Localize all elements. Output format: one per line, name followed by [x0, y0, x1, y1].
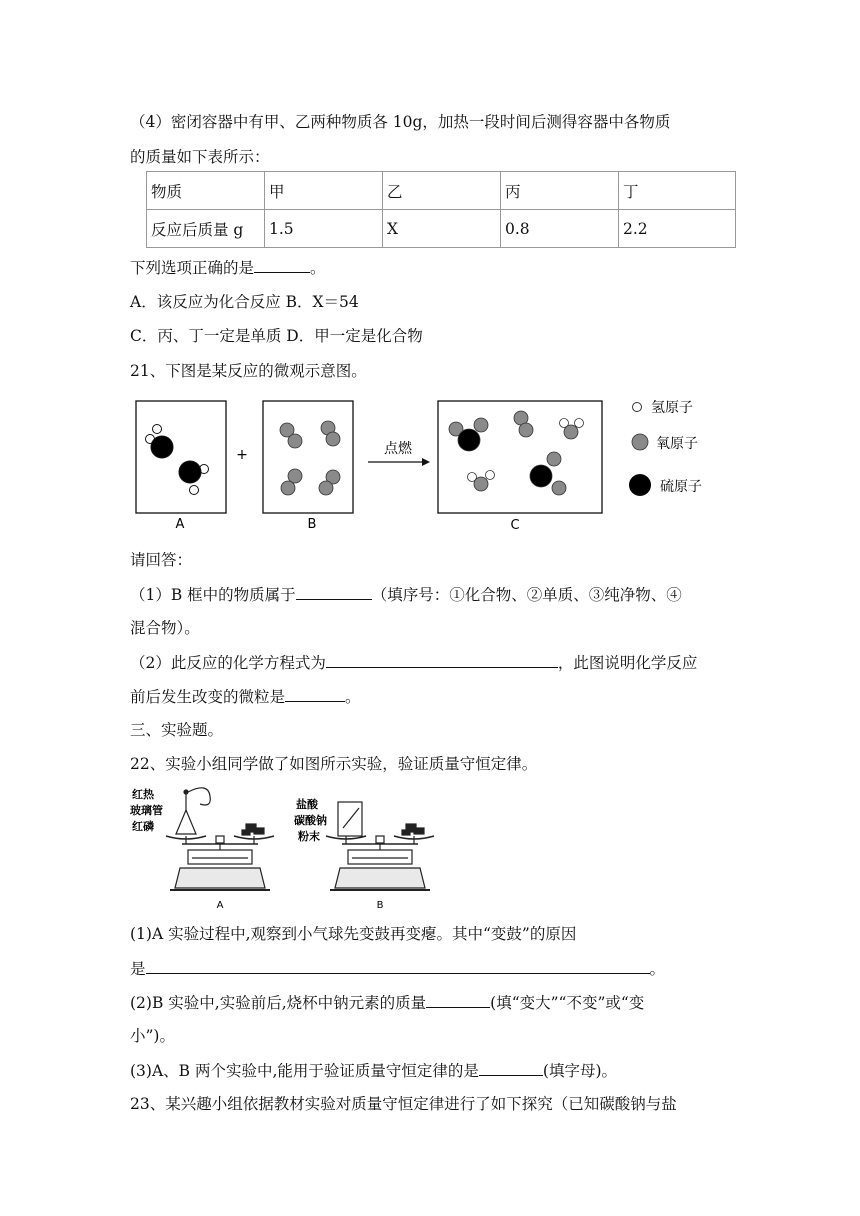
answer-blank[interactable]	[254, 256, 310, 273]
answer-blank[interactable]	[426, 991, 490, 1008]
legend-sulfur: 硫原子	[660, 479, 702, 495]
q22-p2-text: (2)B 实验中,实验前后,烧杯中钠元素的质量	[130, 994, 427, 1012]
table-cell: 物质	[147, 172, 265, 210]
label-b-powder: 粉末	[298, 830, 320, 843]
table-cell: 1.5	[265, 210, 383, 248]
box-a-label: A	[175, 517, 185, 532]
oxygen-atom-icon	[632, 434, 648, 450]
legend-hydrogen: 氢原子	[651, 400, 693, 416]
table-cell: 乙	[383, 172, 501, 210]
table-cell: 2.2	[619, 210, 736, 248]
label-b-acid: 盐酸	[296, 798, 318, 811]
balance-b	[326, 802, 434, 890]
section-heading: 三、实验题。	[130, 721, 224, 739]
q22-p2-hint: (填“变大”“不变”或“变	[490, 994, 645, 1012]
q20-line1: （4）密闭容器中有甲、乙两种物质各 10g，加热一段时间后测得容器中各物质	[130, 113, 671, 131]
q21-part2-line1	[130, 651, 697, 674]
q21-p2-text2: 前后发生改变的微粒是	[130, 688, 286, 706]
q22-part2-line2: 小”)。	[130, 1027, 175, 1045]
box-b-label: B	[307, 517, 317, 532]
table-row	[147, 210, 736, 248]
caption-a: A	[216, 900, 224, 911]
table-cell: 甲	[265, 172, 383, 210]
q22-p1-text: 是	[130, 960, 146, 978]
balance-experiments	[130, 784, 460, 912]
q20-prompt	[130, 256, 326, 279]
answer-blank[interactable]	[146, 957, 650, 974]
arrow-head-icon	[422, 458, 430, 466]
label-a-glass-tube: 玻璃管	[130, 804, 163, 817]
q21-p2-tail: ，此图说明化学反应	[557, 654, 698, 672]
q22-part1-line1: (1)A 实验过程中,观察到小气球先变鼓再变瘪。其中“变鼓”的原因	[130, 925, 577, 943]
plus-sign: +	[236, 447, 248, 463]
box-b	[263, 401, 353, 513]
q21-p1-text: （1）B 框中的物质属于	[130, 586, 296, 604]
box-c-label: C	[510, 518, 520, 533]
answer-blank[interactable]	[326, 651, 558, 668]
hydrogen-atom-icon	[633, 403, 642, 412]
box-a	[136, 401, 226, 513]
table-cell: 反应后质量 g	[147, 210, 265, 248]
q22-stem: 22、实验小组同学做了如图所示实验，验证质量守恒定律。	[130, 755, 538, 773]
balance-a	[166, 788, 274, 890]
table-cell: 丁	[619, 172, 736, 210]
q22-p3-hint: (填字母)。	[542, 1062, 618, 1080]
reaction-diagram	[130, 392, 730, 534]
q22-part3	[130, 1059, 617, 1082]
q22-p1-end: 。	[649, 960, 666, 978]
q21-p1-hint: （填序号：①化合物、②单质、③纯净物、④	[371, 586, 682, 604]
q21-part1-line1	[130, 583, 682, 606]
mass-table	[146, 171, 736, 248]
legend-oxygen: 氧原子	[656, 436, 698, 452]
q20-line2: 的质量如下表所示：	[130, 148, 270, 166]
label-b-sodium-carbonate: 碳酸钠	[294, 814, 327, 827]
q20-option-ab: A．该反应为化合反应 B．X＝54	[130, 293, 359, 311]
q21-answer-intro: 请回答：	[130, 551, 193, 569]
table-row	[147, 172, 736, 210]
q21-stem: 21、下图是某反应的微观示意图。	[130, 362, 367, 380]
sulfur-atom-icon	[629, 474, 651, 496]
q21-p2-text: （2）此反应的化学方程式为	[130, 654, 326, 672]
caption-b: B	[376, 900, 384, 911]
label-a-red-hot: 红热	[132, 788, 154, 801]
q22-p3-text: (3)A、B 两个实验中,能用于验证质量守恒定律的是	[130, 1062, 479, 1080]
table-cell: X	[383, 210, 501, 248]
table-cell: 0.8	[501, 210, 619, 248]
q20-prompt-end: 。	[310, 259, 326, 277]
q23-stem: 23、某兴趣小组依据教材实验对质量守恒定律进行了如下探究（已知碳酸钠与盐	[130, 1095, 677, 1113]
q21-part1-line2: 混合物）。	[130, 619, 200, 637]
label-a-red-phosphorus: 红磷	[132, 820, 154, 833]
q20-option-cd: C．丙、丁一定是单质 D．甲一定是化合物	[130, 327, 423, 345]
q22-part2-line1	[130, 991, 644, 1014]
q21-part2-line2	[130, 685, 361, 708]
q22-part1-line2	[130, 957, 665, 980]
arrow-label: 点燃	[384, 441, 412, 457]
q21-p2-end: 。	[345, 688, 361, 706]
answer-blank[interactable]	[296, 583, 372, 600]
table-cell: 丙	[501, 172, 619, 210]
q20-prompt-text: 下列选项正确的是	[130, 259, 255, 277]
answer-blank[interactable]	[479, 1059, 543, 1076]
answer-blank[interactable]	[285, 685, 345, 702]
